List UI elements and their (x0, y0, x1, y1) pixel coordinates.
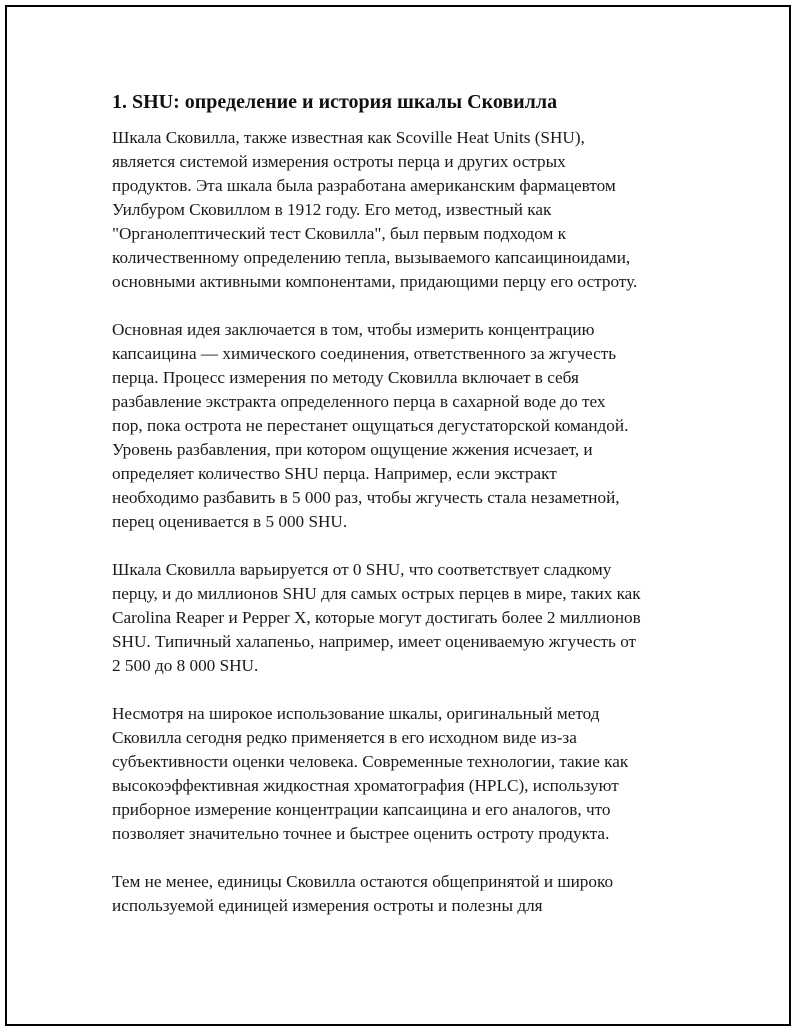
text-line: основными активными компонентами, придающими перцу его остроту. (112, 272, 638, 291)
section-title: 1. SHU: определение и история шкалы Сковилла (112, 91, 558, 113)
text-line: Тем не менее, единицы Сковилла остаются общепринятой и широко (112, 872, 614, 891)
text-line: капсаицина — химического соединения, ответственного за жгучесть (112, 344, 617, 363)
text-line: Сковилла сегодня редко применяется в его исходном виде из-за (112, 728, 577, 747)
text-line: Уровень разбавления, при котором ощущение жжения исчезает, и (112, 440, 593, 459)
paragraph-conclusion (112, 870, 692, 918)
text-line: перец оценивается в 5 000 SHU. (112, 512, 348, 531)
text-line: Шкала Сковилла варьируется от 0 SHU, что соответствует сладкому (112, 560, 612, 579)
text-line: продуктов. Эта шкала была разработана американским фармацевтом (112, 176, 616, 195)
paragraph-intro (112, 126, 692, 294)
text-line: приборное измерение концентрации капсаицина и его аналогов, что (112, 800, 611, 819)
text-line: субъективности оценки человека. Современные технологии, такие как (112, 752, 629, 771)
paragraph-modern-methods (112, 702, 692, 846)
text-line: пор, пока острота не перестанет ощущаться дегустаторской командой. (112, 416, 629, 435)
paragraph-range (112, 558, 692, 678)
text-line: Carolina Reaper и Pepper X, которые могут достигать более 2 миллионов (112, 608, 641, 627)
text-line: Основная идея заключается в том, чтобы измерить концентрацию (112, 320, 595, 339)
text-line: позволяет значительно точнее и быстрее оценить остроту продукта. (112, 824, 610, 843)
text-line: Шкала Сковилла, также известная как Scoville Heat Units (SHU), (112, 128, 585, 147)
text-line: количественному определению тепла, вызываемого капсаициноидами, (112, 248, 631, 267)
text-line: определяет количество SHU перца. Например, если экстракт (112, 464, 557, 483)
text-line: Несмотря на широкое использование шкалы, оригинальный метод (112, 704, 600, 723)
text-line: является системой измерения остроты перца и других острых (112, 152, 566, 171)
text-line: 2 500 до 8 000 SHU. (112, 656, 259, 675)
paragraph-method (112, 318, 692, 534)
text-line: перца. Процесс измерения по методу Сковилла включает в себя (112, 368, 579, 387)
document-body (112, 88, 692, 942)
text-line: разбавление экстракта определенного перца в сахарной воде до тех (112, 392, 606, 411)
text-line: перцу, и до миллионов SHU для самых острых перцев в мире, таких как (112, 584, 641, 603)
text-line: Уилбуром Сковиллом в 1912 году. Его метод, известный как (112, 200, 552, 219)
text-line: необходимо разбавить в 5 000 раз, чтобы жгучесть стала незаметной, (112, 488, 620, 507)
text-line: используемой единицей измерения остроты и полезны для (112, 896, 543, 915)
text-line: SHU. Типичный халапеньо, например, имеет оцениваемую жгучесть от (112, 632, 637, 651)
text-line: высокоэффективная жидкостная хроматография (HPLC), используют (112, 776, 619, 795)
text-line: "Органолептический тест Сковилла", был первым подходом к (112, 224, 567, 243)
